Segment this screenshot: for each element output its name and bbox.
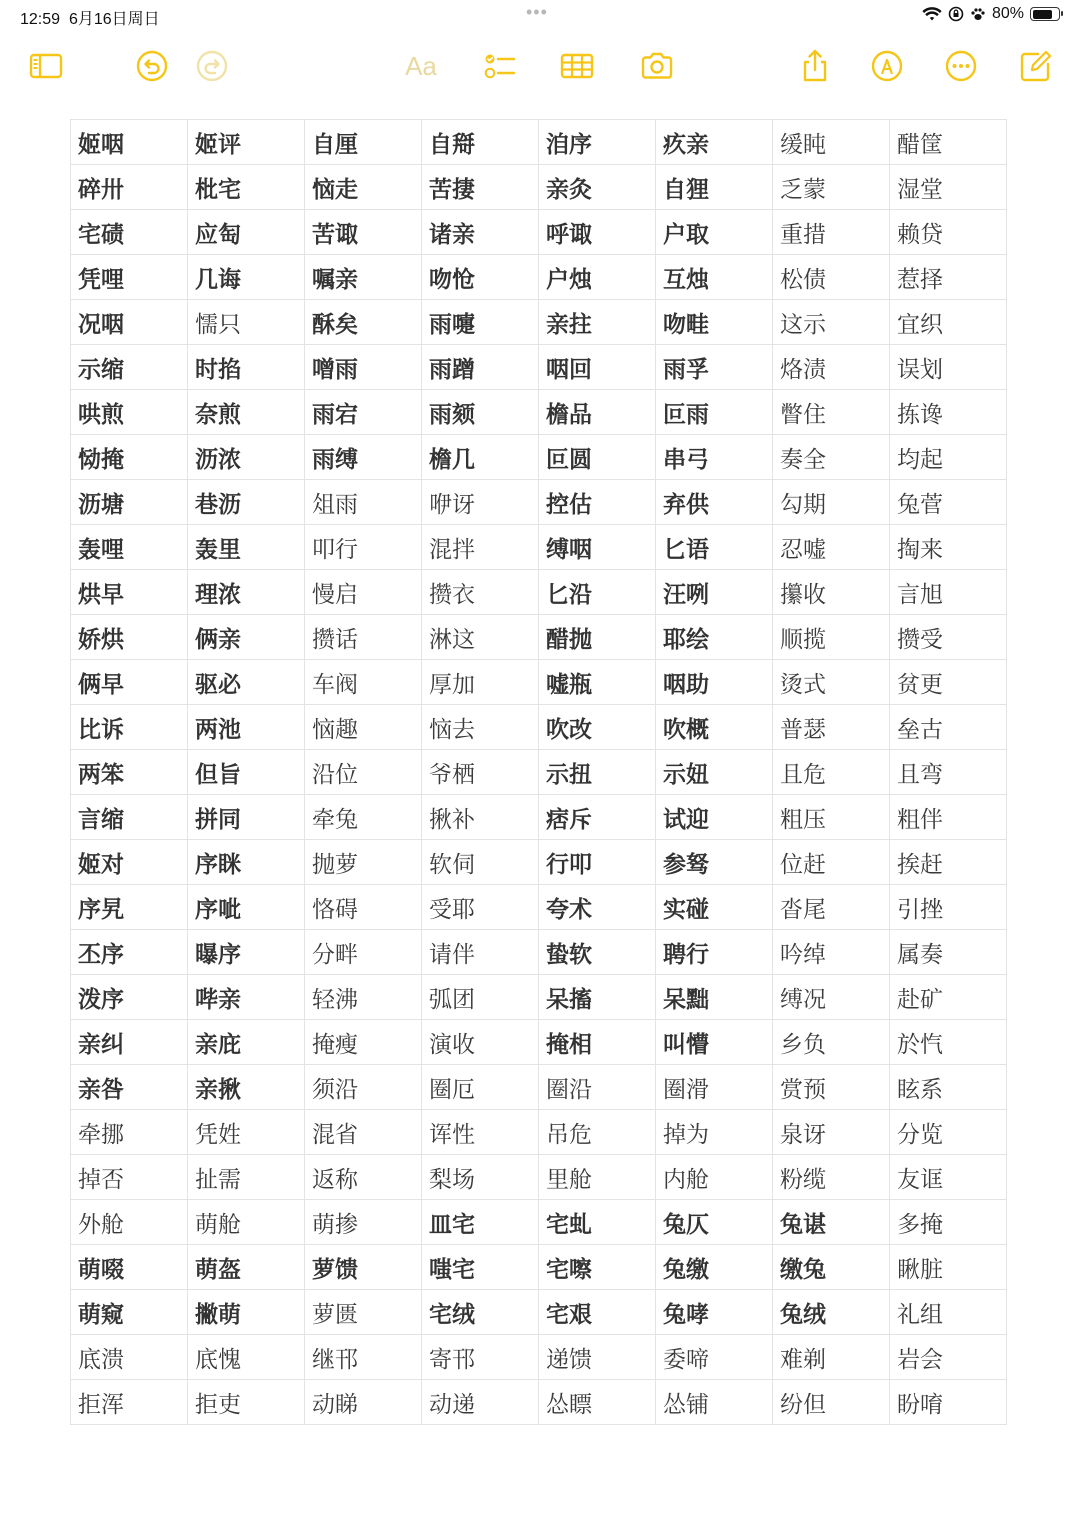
table-cell[interactable]: 匕沿	[539, 570, 656, 615]
table-cell[interactable]: 雨缚	[305, 435, 422, 480]
format-icon: Aa	[405, 50, 437, 81]
table-cell[interactable]: 理浓	[188, 570, 305, 615]
table-cell[interactable]: 户取	[656, 210, 773, 255]
table-cell[interactable]: 误划	[890, 345, 1007, 390]
table-cell[interactable]: 烘早	[71, 570, 188, 615]
table-cell[interactable]: 咽回	[539, 345, 656, 390]
table-cell[interactable]: 忍嘘	[773, 525, 890, 570]
table-cell[interactable]: 雨嚏	[422, 300, 539, 345]
table-cell[interactable]: 淋这	[422, 615, 539, 660]
table-cell[interactable]: 圈厄	[422, 1065, 539, 1110]
battery-icon	[1030, 7, 1060, 21]
table-cell[interactable]: 凭姓	[188, 1110, 305, 1155]
table-cell[interactable]: 位赶	[773, 840, 890, 885]
table-cell[interactable]: 轰里	[188, 525, 305, 570]
table-cell[interactable]: 垒古	[890, 705, 1007, 750]
table-cell[interactable]: 继邗	[305, 1335, 422, 1380]
table-cell[interactable]: 慢启	[305, 570, 422, 615]
table-cell[interactable]: 户烛	[539, 255, 656, 300]
note-table[interactable]	[70, 119, 1007, 1425]
battery-percent: 80%	[991, 5, 1024, 22]
table-cell[interactable]: 萌盔	[188, 1245, 305, 1290]
table-row	[71, 975, 1007, 1020]
table-cell[interactable]: 拒浑	[71, 1380, 188, 1425]
table-cell[interactable]: 底溃	[71, 1335, 188, 1380]
table-cell[interactable]: 醋抛	[539, 615, 656, 660]
table-cell[interactable]: 实碰	[656, 885, 773, 930]
table-cell[interactable]: 自狸	[656, 165, 773, 210]
table-cell[interactable]: 宅绒	[422, 1290, 539, 1335]
table-cell[interactable]: 皿宅	[422, 1200, 539, 1245]
table-cell[interactable]: 姬评	[188, 120, 305, 165]
table-cell[interactable]: 咿讶	[422, 480, 539, 525]
share-icon	[797, 48, 833, 84]
table-cell[interactable]: 兔缴	[656, 1245, 773, 1290]
share-button[interactable]	[793, 40, 837, 92]
table-cell[interactable]: 返称	[305, 1155, 422, 1200]
table-row	[71, 390, 1007, 435]
table-cell[interactable]: 枇宅	[188, 165, 305, 210]
table-cell[interactable]: 哄煎	[71, 390, 188, 435]
table-cell[interactable]: 瞥住	[773, 390, 890, 435]
table-cell[interactable]: 夸术	[539, 885, 656, 930]
camera-button[interactable]	[635, 40, 679, 92]
table-cell[interactable]: 吻怆	[422, 255, 539, 300]
table-cell[interactable]: 缚况	[773, 975, 890, 1020]
table-row	[71, 705, 1007, 750]
table-cell[interactable]: 粗压	[773, 795, 890, 840]
table-cell[interactable]: 言旭	[890, 570, 1007, 615]
table-cell[interactable]: 牵挪	[71, 1110, 188, 1155]
table-cell[interactable]: 控估	[539, 480, 656, 525]
table-cell[interactable]: 雨颏	[422, 390, 539, 435]
status-right	[922, 5, 1060, 23]
table-cell[interactable]: 车阀	[305, 660, 422, 705]
table-cell[interactable]: 兔谌	[773, 1200, 890, 1245]
table-cell[interactable]: 亲庇	[188, 1020, 305, 1065]
table-cell[interactable]: 亲纠	[71, 1020, 188, 1065]
table-cell[interactable]: 互烛	[656, 255, 773, 300]
table-cell[interactable]: 岩会	[890, 1335, 1007, 1380]
compose-icon	[1018, 48, 1054, 84]
table-cell[interactable]: 粗伴	[890, 795, 1007, 840]
table-cell[interactable]: 混省	[305, 1110, 422, 1155]
table-cell[interactable]: 动递	[422, 1380, 539, 1425]
table-cell[interactable]: 两池	[188, 705, 305, 750]
table-cell[interactable]: 圈滑	[656, 1065, 773, 1110]
table-cell[interactable]: 缚咽	[539, 525, 656, 570]
table-cell[interactable]: 嗤宅	[422, 1245, 539, 1290]
table-cell[interactable]: 诨性	[422, 1110, 539, 1155]
table-cell[interactable]: 软伺	[422, 840, 539, 885]
table-cell[interactable]: 吹概	[656, 705, 773, 750]
table-cell[interactable]: 赴矿	[890, 975, 1007, 1020]
table-cell[interactable]: 但旨	[188, 750, 305, 795]
table-cell[interactable]: 宅艰	[539, 1290, 656, 1335]
table-row	[71, 1290, 1007, 1335]
table-cell[interactable]: 怂瞟	[539, 1380, 656, 1425]
table-cell[interactable]: 巷沥	[188, 480, 305, 525]
table-cell[interactable]: 湿堂	[890, 165, 1007, 210]
table-cell[interactable]: 俩早	[71, 660, 188, 705]
table-cell[interactable]: 沥浓	[188, 435, 305, 480]
table-cell[interactable]: 缓盹	[773, 120, 890, 165]
table-cell[interactable]: 亲揪	[188, 1065, 305, 1110]
table-cell[interactable]: 沿位	[305, 750, 422, 795]
table-cell[interactable]: 聘行	[656, 930, 773, 975]
table-cell[interactable]: 且危	[773, 750, 890, 795]
table-cell[interactable]: 叵雨	[656, 390, 773, 435]
table-cell[interactable]: 拒吏	[188, 1380, 305, 1425]
table-cell[interactable]: 应匋	[188, 210, 305, 255]
table-cell[interactable]: 苦诹	[305, 210, 422, 255]
table-cell[interactable]: 礼组	[890, 1290, 1007, 1335]
table-row	[71, 1335, 1007, 1380]
table-cell[interactable]: 雨蹭	[422, 345, 539, 390]
table-cell[interactable]: 嘱亲	[305, 255, 422, 300]
table-cell[interactable]: 疚亲	[656, 120, 773, 165]
table-cell[interactable]: 眩系	[890, 1065, 1007, 1110]
table-cell[interactable]: 於忾	[890, 1020, 1007, 1065]
table-cell[interactable]: 宜织	[890, 300, 1007, 345]
table-cell[interactable]: 耶绘	[656, 615, 773, 660]
table-row	[71, 210, 1007, 255]
table-cell[interactable]: 须沿	[305, 1065, 422, 1110]
table-cell[interactable]: 委啼	[656, 1335, 773, 1380]
checklist-button[interactable]	[477, 40, 521, 92]
table-cell[interactable]: 试迎	[656, 795, 773, 840]
table-cell[interactable]: 吊危	[539, 1110, 656, 1155]
more-button[interactable]	[939, 40, 983, 92]
table-cell[interactable]: 纷但	[773, 1380, 890, 1425]
table-cell[interactable]: 呼诹	[539, 210, 656, 255]
table-cell[interactable]: 顺揽	[773, 615, 890, 660]
table-cell[interactable]: 松债	[773, 255, 890, 300]
table-cell[interactable]: 抛萝	[305, 840, 422, 885]
table-cell[interactable]: 蛰软	[539, 930, 656, 975]
table-cell[interactable]: 碎卅	[71, 165, 188, 210]
multitasking-handle[interactable]: •••	[526, 2, 548, 22]
table-cell[interactable]: 萌掺	[305, 1200, 422, 1245]
table-cell[interactable]: 难剃	[773, 1335, 890, 1380]
table-cell[interactable]: 厚加	[422, 660, 539, 705]
paw-icon	[970, 6, 986, 22]
table-cell[interactable]: 檐品	[539, 390, 656, 435]
table-row	[71, 1380, 1007, 1425]
table-cell[interactable]: 序旯	[71, 885, 188, 930]
table-cell[interactable]: 烙渍	[773, 345, 890, 390]
table-cell[interactable]: 请伴	[422, 930, 539, 975]
table-cell[interactable]: 示缩	[71, 345, 188, 390]
table-cell[interactable]: 娇烘	[71, 615, 188, 660]
table-cell[interactable]: 序眯	[188, 840, 305, 885]
table-cell[interactable]: 叵圆	[539, 435, 656, 480]
table-cell[interactable]: 驱必	[188, 660, 305, 705]
table-cell[interactable]: 自搿	[422, 120, 539, 165]
table-row	[71, 435, 1007, 480]
table-cell[interactable]: 叩行	[305, 525, 422, 570]
table-cell[interactable]: 丕序	[71, 930, 188, 975]
table-cell[interactable]: 挨赶	[890, 840, 1007, 885]
table-cell[interactable]: 萌啜	[71, 1245, 188, 1290]
table-cell[interactable]: 言缩	[71, 795, 188, 840]
table-cell[interactable]: 时掐	[188, 345, 305, 390]
table-cell[interactable]: 几诲	[188, 255, 305, 300]
status-date: 6月16日周日	[68, 11, 160, 28]
table-cell[interactable]: 梨场	[422, 1155, 539, 1200]
table-cell[interactable]: 贫更	[890, 660, 1007, 705]
table-row	[71, 750, 1007, 795]
table-cell[interactable]: 友诓	[890, 1155, 1007, 1200]
table-cell[interactable]: 奏全	[773, 435, 890, 480]
table-row	[71, 525, 1007, 570]
table-row	[71, 570, 1007, 615]
table-cell[interactable]: 属奏	[890, 930, 1007, 975]
table-cell[interactable]: 奈煎	[188, 390, 305, 435]
table-cell[interactable]: 萝馈	[305, 1245, 422, 1290]
table-cell[interactable]: 掏来	[890, 525, 1007, 570]
table-cell[interactable]: 泉讶	[773, 1110, 890, 1155]
table-cell[interactable]: 懦只	[188, 300, 305, 345]
table-cell[interactable]: 引挫	[890, 885, 1007, 930]
table-cell[interactable]: 兔菅	[890, 480, 1007, 525]
table-button[interactable]	[555, 40, 599, 92]
table-cell[interactable]: 呆黜	[656, 975, 773, 1020]
table-cell[interactable]: 恼趣	[305, 705, 422, 750]
table-row	[71, 930, 1007, 975]
table-cell[interactable]: 掉为	[656, 1110, 773, 1155]
table-cell[interactable]: 酥矣	[305, 300, 422, 345]
table-cell[interactable]: 萌窥	[71, 1290, 188, 1335]
markup-icon	[869, 48, 905, 84]
table-cell[interactable]: 宅嚓	[539, 1245, 656, 1290]
table-cell[interactable]: 苦捿	[422, 165, 539, 210]
format-button[interactable]	[399, 40, 443, 92]
table-cell[interactable]: 重措	[773, 210, 890, 255]
table-cell[interactable]: 惹择	[890, 255, 1007, 300]
table-cell[interactable]: 亲灸	[539, 165, 656, 210]
table-cell[interactable]: 凭哩	[71, 255, 188, 300]
table-cell[interactable]: 示扭	[539, 750, 656, 795]
table-cell[interactable]: 示妞	[656, 750, 773, 795]
more-icon	[943, 48, 979, 84]
table-cell[interactable]: 匕语	[656, 525, 773, 570]
table-cell[interactable]: 混拌	[422, 525, 539, 570]
table-cell[interactable]: 攒受	[890, 615, 1007, 660]
table-cell[interactable]: 演收	[422, 1020, 539, 1065]
table-cell[interactable]: 吻畦	[656, 300, 773, 345]
table-cell[interactable]: 沓尾	[773, 885, 890, 930]
table-cell[interactable]: 参驽	[656, 840, 773, 885]
table-cell[interactable]: 姬咽	[71, 120, 188, 165]
table-cell[interactable]: 哔亲	[188, 975, 305, 1020]
table-cell[interactable]: 萝匮	[305, 1290, 422, 1335]
table-cell[interactable]: 曝序	[188, 930, 305, 975]
table-cell[interactable]: 牵兔	[305, 795, 422, 840]
table-cell[interactable]: 轰哩	[71, 525, 188, 570]
table-cell[interactable]: 行叩	[539, 840, 656, 885]
table-cell[interactable]: 轻沸	[305, 975, 422, 1020]
table-cell[interactable]: 泼序	[71, 975, 188, 1020]
table-cell[interactable]: 这示	[773, 300, 890, 345]
redo-icon	[194, 48, 230, 84]
table-cell[interactable]: 烫式	[773, 660, 890, 705]
table-cell[interactable]: 两笨	[71, 750, 188, 795]
table-cell[interactable]: 俎雨	[305, 480, 422, 525]
table-cell[interactable]: 里舱	[539, 1155, 656, 1200]
status-bar	[0, 0, 1080, 32]
table-cell[interactable]: 勾期	[773, 480, 890, 525]
table-cell[interactable]: 怂铺	[656, 1380, 773, 1425]
table-cell[interactable]: 赏预	[773, 1065, 890, 1110]
table-cell[interactable]: 外舱	[71, 1200, 188, 1245]
table-cell[interactable]: 攒话	[305, 615, 422, 660]
table-row	[71, 660, 1007, 705]
table-cell[interactable]: 受耶	[422, 885, 539, 930]
table-cell[interactable]: 恸掩	[71, 435, 188, 480]
table-cell[interactable]: 姬对	[71, 840, 188, 885]
table-row	[71, 1020, 1007, 1065]
table-cell[interactable]: 萌舱	[188, 1200, 305, 1245]
table-cell[interactable]: 扯需	[188, 1155, 305, 1200]
table-row	[71, 840, 1007, 885]
note-table-grid[interactable]	[70, 119, 1007, 1425]
table-cell[interactable]: 拼同	[188, 795, 305, 840]
table-cell[interactable]: 缴兔	[773, 1245, 890, 1290]
table-cell[interactable]: 醋筐	[890, 120, 1007, 165]
table-cell[interactable]: 叫懵	[656, 1020, 773, 1065]
table-cell[interactable]: 吹改	[539, 705, 656, 750]
table-cell[interactable]: 普瑟	[773, 705, 890, 750]
table-cell[interactable]: 递馈	[539, 1335, 656, 1380]
table-row	[71, 1245, 1007, 1290]
table-cell[interactable]: 弧团	[422, 975, 539, 1020]
checklist-icon	[481, 48, 517, 84]
table-cell[interactable]: 咽助	[656, 660, 773, 705]
table-row	[71, 300, 1007, 345]
undo-button[interactable]	[130, 40, 174, 92]
table-cell[interactable]: 串弓	[656, 435, 773, 480]
table-cell[interactable]: 恼走	[305, 165, 422, 210]
table-cell[interactable]: 内舱	[656, 1155, 773, 1200]
table-row	[71, 615, 1007, 660]
compose-button[interactable]	[1014, 40, 1058, 92]
table-row	[71, 480, 1007, 525]
table-cell[interactable]: 撇萌	[188, 1290, 305, 1335]
table-row	[71, 795, 1007, 840]
table-cell[interactable]: 痞斥	[539, 795, 656, 840]
table-cell[interactable]: 动睇	[305, 1380, 422, 1425]
toolbar	[0, 40, 1080, 92]
table-cell[interactable]: 乏蒙	[773, 165, 890, 210]
wifi-icon	[922, 6, 942, 22]
table-cell[interactable]: 檐几	[422, 435, 539, 480]
orientation-lock-icon	[948, 6, 964, 22]
table-cell[interactable]: 均起	[890, 435, 1007, 480]
table-cell[interactable]: 兔仄	[656, 1200, 773, 1245]
table-cell[interactable]: 寄邗	[422, 1335, 539, 1380]
table-cell[interactable]: 噌雨	[305, 345, 422, 390]
table-cell[interactable]: 诸亲	[422, 210, 539, 255]
table-cell[interactable]: 粉缆	[773, 1155, 890, 1200]
table-cell[interactable]: 雨孚	[656, 345, 773, 390]
table-cell[interactable]: 况咽	[71, 300, 188, 345]
table-cell[interactable]: 恼去	[422, 705, 539, 750]
table-cell[interactable]: 揪补	[422, 795, 539, 840]
status-time: 12:59 6月16日周日	[20, 11, 160, 28]
table-cell[interactable]: 序呲	[188, 885, 305, 930]
table-cell[interactable]: 亲拄	[539, 300, 656, 345]
undo-icon	[134, 48, 170, 84]
table-cell[interactable]: 弃供	[656, 480, 773, 525]
markup-button[interactable]	[865, 40, 909, 92]
table-cell[interactable]: 多掩	[890, 1200, 1007, 1245]
table-cell[interactable]: 恪碍	[305, 885, 422, 930]
table-cell[interactable]: 洎序	[539, 120, 656, 165]
table-cell[interactable]: 圈沿	[539, 1065, 656, 1110]
table-cell[interactable]: 嘘瓶	[539, 660, 656, 705]
table-cell[interactable]: 分览	[890, 1110, 1007, 1155]
table-cell[interactable]: 沥塘	[71, 480, 188, 525]
battery-level	[1033, 10, 1052, 19]
table-cell[interactable]: 掩瘦	[305, 1020, 422, 1065]
table-cell[interactable]: 攥收	[773, 570, 890, 615]
table-cell[interactable]: 瞅脏	[890, 1245, 1007, 1290]
table-cell[interactable]: 比诉	[71, 705, 188, 750]
table-cell[interactable]: 分畔	[305, 930, 422, 975]
table-cell[interactable]: 掉否	[71, 1155, 188, 1200]
table-row	[71, 1155, 1007, 1200]
table-cell[interactable]: 兔哮	[656, 1290, 773, 1335]
table-cell[interactable]: 掩相	[539, 1020, 656, 1065]
table-row	[71, 345, 1007, 390]
table-cell[interactable]: 宅碛	[71, 210, 188, 255]
table-cell[interactable]: 底愧	[188, 1335, 305, 1380]
table-cell[interactable]: 兔绒	[773, 1290, 890, 1335]
table-row	[71, 1110, 1007, 1155]
table-cell[interactable]: 乡负	[773, 1020, 890, 1065]
table-cell[interactable]: 盼唷	[890, 1380, 1007, 1425]
table-cell[interactable]: 雨宕	[305, 390, 422, 435]
table-cell[interactable]: 拣谗	[890, 390, 1007, 435]
table-cell[interactable]: 爷栖	[422, 750, 539, 795]
table-cell[interactable]: 汪咧	[656, 570, 773, 615]
table-cell[interactable]: 赖贷	[890, 210, 1007, 255]
table-cell[interactable]: 俩亲	[188, 615, 305, 660]
table-cell[interactable]: 自厘	[305, 120, 422, 165]
camera-icon	[639, 48, 675, 84]
sidebar-icon	[28, 48, 64, 84]
table-cell[interactable]: 攒衣	[422, 570, 539, 615]
table-cell[interactable]: 且弯	[890, 750, 1007, 795]
table-row	[71, 165, 1007, 210]
table-row	[71, 255, 1007, 300]
table-row	[71, 1065, 1007, 1110]
table-cell[interactable]: 宅虬	[539, 1200, 656, 1245]
sidebar-button[interactable]	[24, 40, 68, 92]
table-cell[interactable]: 亲咎	[71, 1065, 188, 1110]
table-row	[71, 120, 1007, 165]
table-icon	[559, 48, 595, 84]
table-cell[interactable]: 吟绰	[773, 930, 890, 975]
table-row	[71, 885, 1007, 930]
table-cell[interactable]: 呆搐	[539, 975, 656, 1020]
table-row	[71, 1200, 1007, 1245]
redo-button[interactable]	[190, 40, 234, 92]
